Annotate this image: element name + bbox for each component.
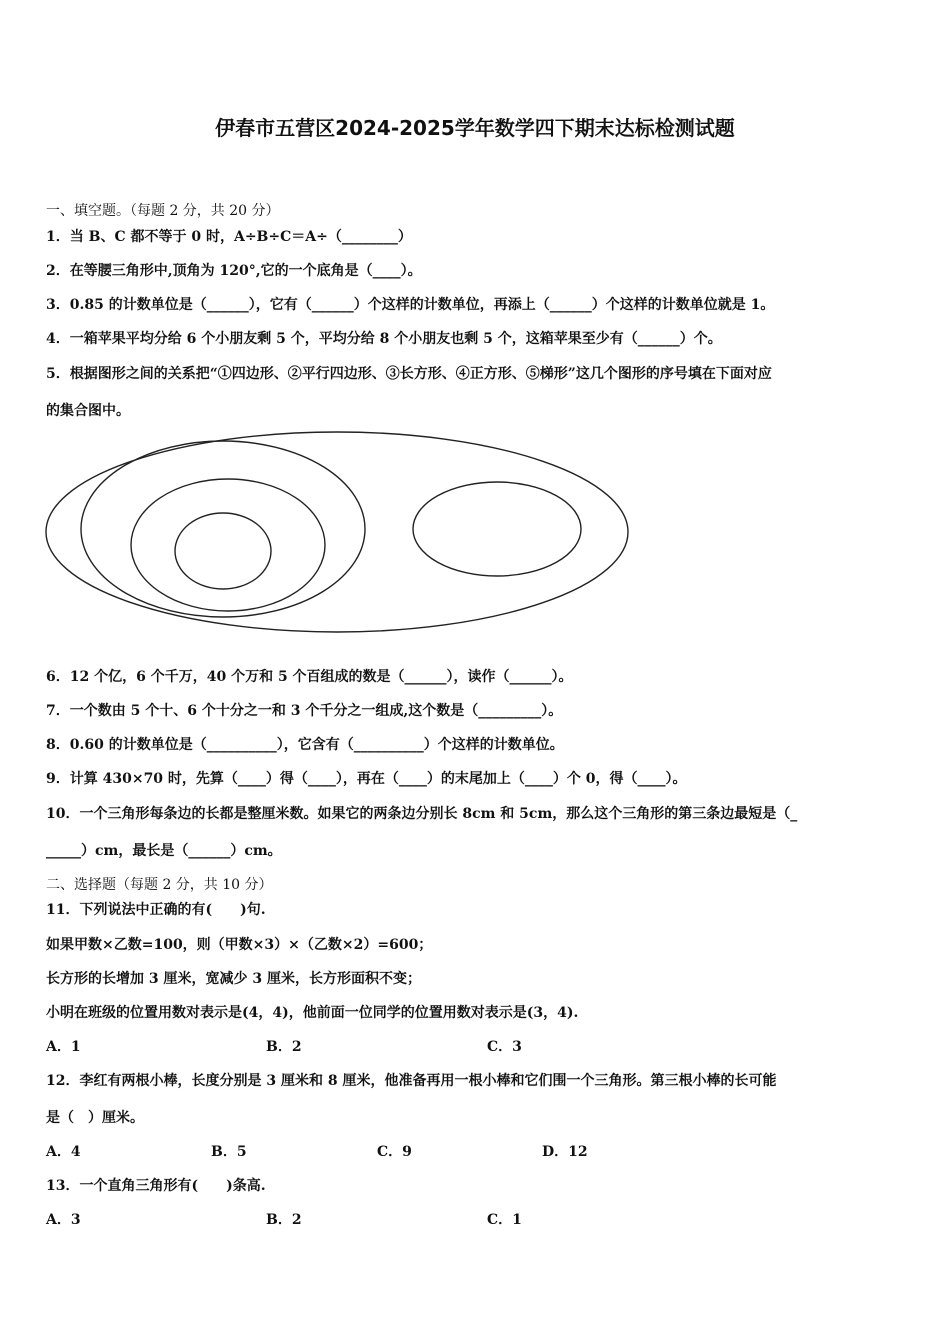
section-choice-heading: 二、选择题（每题 2 分，共 10 分） [46,877,273,893]
section-fill-blank-heading: 一、填空题。（每题 2 分，共 20 分） [46,203,280,219]
question-11-statement-2: 长方形的长增加 3 厘米，宽减少 3 厘米，长方形面积不变； [46,971,421,987]
option-c[interactable]: C．3 [487,1039,522,1055]
option-b[interactable]: B．5 [211,1144,247,1160]
set-diagram [40,425,640,645]
option-b[interactable]: B．2 [266,1039,302,1055]
question-12-line-1: 12．李红有两根小棒，长度分别是 3 厘米和 8 厘米，他准备再用一根小棒和它们围一个三角形。第三根小棒的长可能 [46,1073,777,1089]
question-10-line-1: 10．一个三角形每条边的长都是整厘米数。如果它的两条边分别长 8cm 和 5cm，那么这个三角形的第三条边最短是（_ [46,806,798,822]
question-12-line-2: 是（ ）厘米。 [46,1110,144,1126]
question-9: 9．计算 430×70 时，先算（____）得（____），再在（____）的末尾加上（____）个 0，得（____）。 [46,771,687,787]
option-d[interactable]: D．12 [542,1144,588,1160]
question-1: 1．当 B、C 都不等于 0 时，A÷B÷C＝A÷（________） [46,229,412,245]
option-b[interactable]: B．2 [266,1212,302,1228]
option-a[interactable]: A．1 [46,1039,81,1055]
question-5-line-1: 5．根据图形之间的关系把“①四边形、②平行四边形、③长方形、④正方形、⑤梯形”这几个图形的序号填在下面对应 [46,366,772,382]
page-title: 伊春市五营区2024-2025学年数学四下期末达标检测试题 [215,116,735,140]
question-11-statement-1: 如果甲数×乙数=100，则（甲数×3）×（乙数×2）=600； [46,937,433,953]
inner-set-ellipse [175,513,271,589]
question-8: 8．0.60 的计数单位是（__________），它含有（__________）个这样的计数单位。 [46,737,564,753]
option-c[interactable]: C．9 [377,1144,412,1160]
separate-set-ellipse [413,482,581,576]
question-11-statement-3: 小明在班级的位置用数对表示是(4，4)，他前面一位同学的位置用数对表示是(3，4). [46,1005,579,1021]
option-a[interactable]: A．3 [46,1212,81,1228]
question-7: 7．一个数由 5 个十、6 个十分之一和 3 个千分之一组成,这个数是（_________）。 [46,703,563,719]
question-5-line-2: 的集合图中。 [46,403,130,419]
question-10-line-2: _____）cm，最长是（______）cm。 [46,843,282,859]
question-2: 2．在等腰三角形中,顶角为 120°,它的一个底角是（____）。 [46,263,422,279]
question-13: 13．一个直角三角形有( )条高. [46,1178,266,1194]
third-set-ellipse [131,479,325,611]
option-a[interactable]: A．4 [46,1144,81,1160]
question-3: 3．0.85 的计数单位是（______），它有（______）个这样的计数单位，再添上（______）个这样的计数单位就是 1。 [46,297,775,313]
question-4: 4．一箱苹果平均分给 6 个小朋友剩 5 个，平均分给 8 个小朋友也剩 5 个，这箱苹果至少有（______）个。 [46,331,722,347]
question-11: 11．下列说法中正确的有( )句. [46,902,266,918]
question-6: 6．12 个亿，6 个千万，40 个万和 5 个百组成的数是（______），读作（______）。 [46,669,573,685]
option-c[interactable]: C．1 [487,1212,522,1228]
